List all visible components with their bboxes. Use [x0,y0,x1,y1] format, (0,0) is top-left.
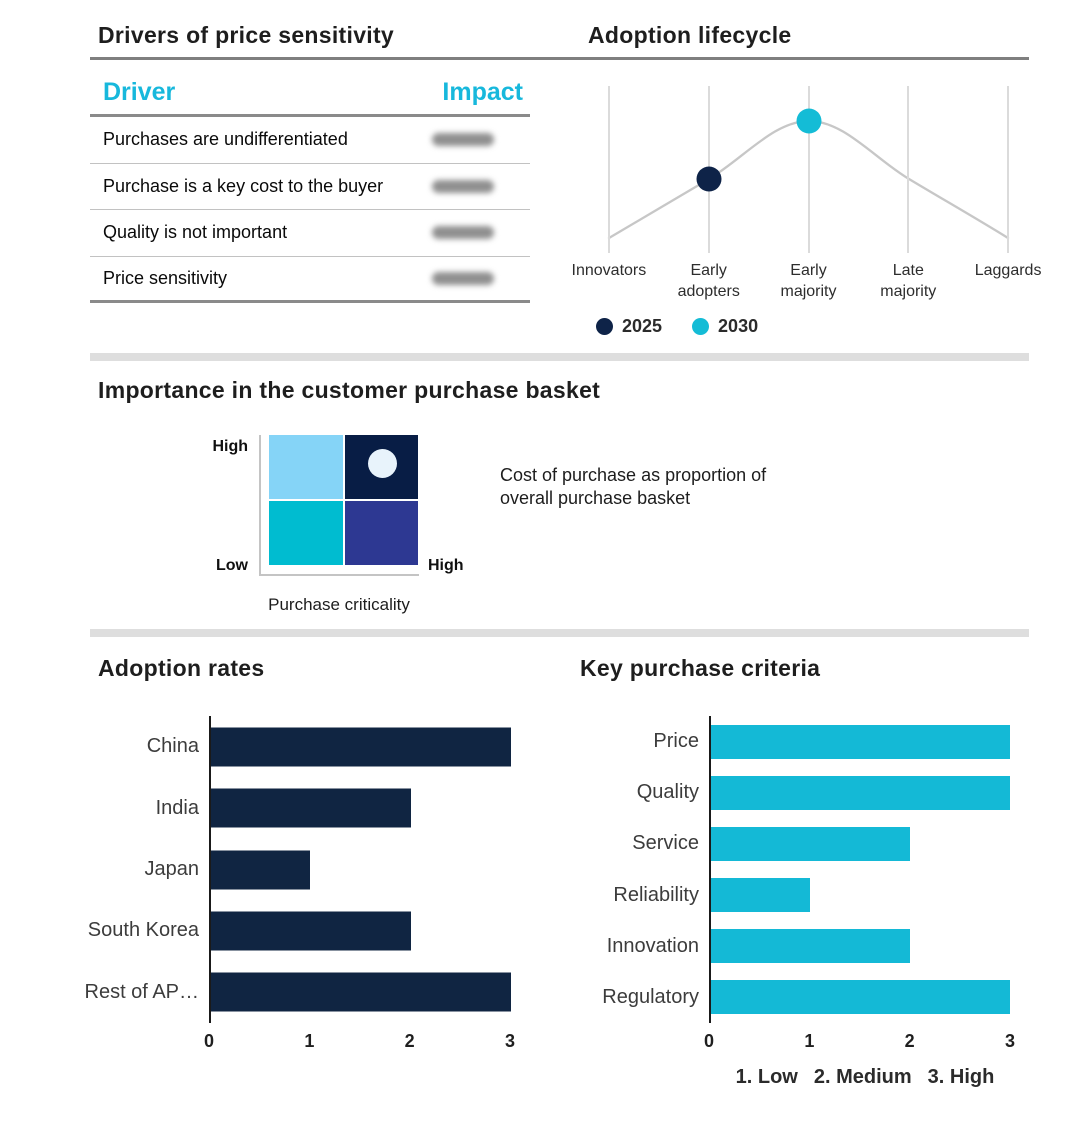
legend-dot-icon [692,318,709,335]
lifecycle-marker [796,109,821,134]
driver-cell: Quality is not important [103,222,288,243]
bar [710,878,810,912]
bar-track [709,972,1009,1023]
bar-category-label: Price [653,730,699,753]
bar [710,725,1010,759]
lifecycle-plot [559,86,1058,253]
legend-item [692,316,758,337]
criteria-y-axis [709,716,711,1023]
quadrant-bottom-right [345,501,419,565]
table-row [90,117,530,164]
bar-row [540,921,1009,972]
lifecycle-axis-label: Early majority [780,262,837,300]
x-tick-label: 1 [804,1031,815,1051]
bar [710,929,910,963]
matrix-y-low-label: Low [216,557,248,574]
x-tick-label: 3 [504,1031,516,1051]
drivers-table-body [90,117,530,303]
bar [210,850,310,889]
bar-category-label: Rest of AP… [84,980,199,1003]
bar-row [540,972,1009,1023]
bar-category-label: India [155,796,199,819]
bar-track [709,818,1009,869]
column-header-impact: Impact [442,77,523,106]
quadrant-marker [368,449,397,478]
quadrant-matrix [269,435,418,565]
criteria-ticks [703,1031,1016,1055]
impact-value-blurred [432,133,494,146]
lifecycle-axis-label: Innovators [571,262,647,279]
impact-value-blurred [432,272,494,285]
footnote-item: 3. High [927,1066,995,1088]
x-tick-label: 2 [904,1031,915,1051]
lifecycle-gridline [608,86,610,253]
bar [210,727,511,766]
lifecycle-axis-labels [559,261,1058,303]
drivers-section-title: Drivers of price sensitivity [98,22,395,48]
drivers-table-header [90,70,530,117]
drivers-table [90,70,530,303]
lifecycle-section-title: Adoption lifecycle [588,22,792,48]
bar [210,973,511,1012]
bar-track [209,962,510,1023]
bar [710,776,1010,810]
adoption-section-title: Adoption rates [98,655,265,681]
bar-track [709,870,1009,921]
table-row [90,257,530,304]
bar-track [709,921,1009,972]
quadrant-bottom-left [269,501,343,565]
driver-cell: Price sensitivity [103,267,228,288]
adoption-ticks [203,1031,516,1055]
bar-track [209,900,510,961]
x-tick-label: 0 [703,1031,715,1051]
x-tick-label: 1 [304,1031,315,1051]
bar-category-label: South Korea [87,919,199,942]
quadrant-top-left [269,435,343,499]
bar-row [40,777,510,838]
bar-category-label: Regulatory [602,985,699,1008]
bar-track [209,777,510,838]
lifecycle-gridline [907,86,909,253]
bar-row [540,818,1009,869]
lifecycle-axis-label: Early adopters [677,262,740,300]
impact-value-blurred [432,226,494,239]
matrix-y-high-label: High [212,438,248,455]
bar-category-label: Innovation [606,934,699,957]
bar-row [540,870,1009,921]
matrix-x-axis-title: Purchase criticality [268,595,410,614]
lifecycle-legend [596,316,758,337]
matrix-y-axis [259,435,261,576]
adoption-rows [40,716,510,1023]
bar-row [40,900,510,961]
x-tick-label: 3 [1004,1031,1016,1051]
section-separator-2 [90,629,1029,637]
footnote-item: 1. Low [735,1066,798,1088]
bar-row [540,767,1009,818]
matrix-x-high-label: High [428,557,464,574]
driver-cell: Purchases are undifferentiated [103,129,348,150]
bar-row [40,962,510,1023]
bar [210,789,411,828]
lifecycle-gridline [1007,86,1009,253]
criteria-rows [540,716,1009,1023]
basket-section-title: Importance in the customer purchase basket [98,377,601,403]
footnote-item: 2. Medium [813,1066,912,1088]
bar [210,911,411,950]
legend-item [596,316,662,337]
impact-value-blurred [432,180,494,193]
bar-track [709,767,1009,818]
lifecycle-marker [696,167,721,192]
title-underline-rule [90,57,1029,60]
criteria-footnote [700,1066,1030,1089]
legend-dot-icon [596,318,613,335]
bar-category-label: Japan [144,858,199,881]
legend-label: 2025 [622,316,663,336]
basket-note: Cost of purchase as proportion of overall purchase basket [500,465,767,509]
x-tick-label: 2 [404,1031,415,1051]
bar-category-label: China [146,735,199,758]
driver-cell: Purchase is a key cost to the buyer [103,175,384,196]
bar-row [540,716,1009,767]
criteria-section-title: Key purchase criteria [580,655,821,681]
lifecycle-axis-label: Late majority [880,262,937,300]
bar-row [40,839,510,900]
bar-track [209,716,510,777]
bar-category-label: Quality [636,781,699,804]
legend-label: 2030 [718,316,759,336]
table-row [90,210,530,257]
bar-category-label: Service [632,832,699,855]
adoption-y-axis [209,716,211,1023]
bar-row [40,716,510,777]
bar-track [709,716,1009,767]
bar [710,827,910,861]
section-separator-1 [90,353,1029,361]
table-row [90,164,530,211]
bar-track [209,839,510,900]
bar-category-label: Reliability [613,883,699,906]
column-header-driver: Driver [103,77,176,106]
matrix-x-axis [259,574,419,576]
x-tick-label: 0 [203,1031,215,1051]
lifecycle-axis-label: Laggards [974,262,1042,279]
bar [710,980,1010,1014]
